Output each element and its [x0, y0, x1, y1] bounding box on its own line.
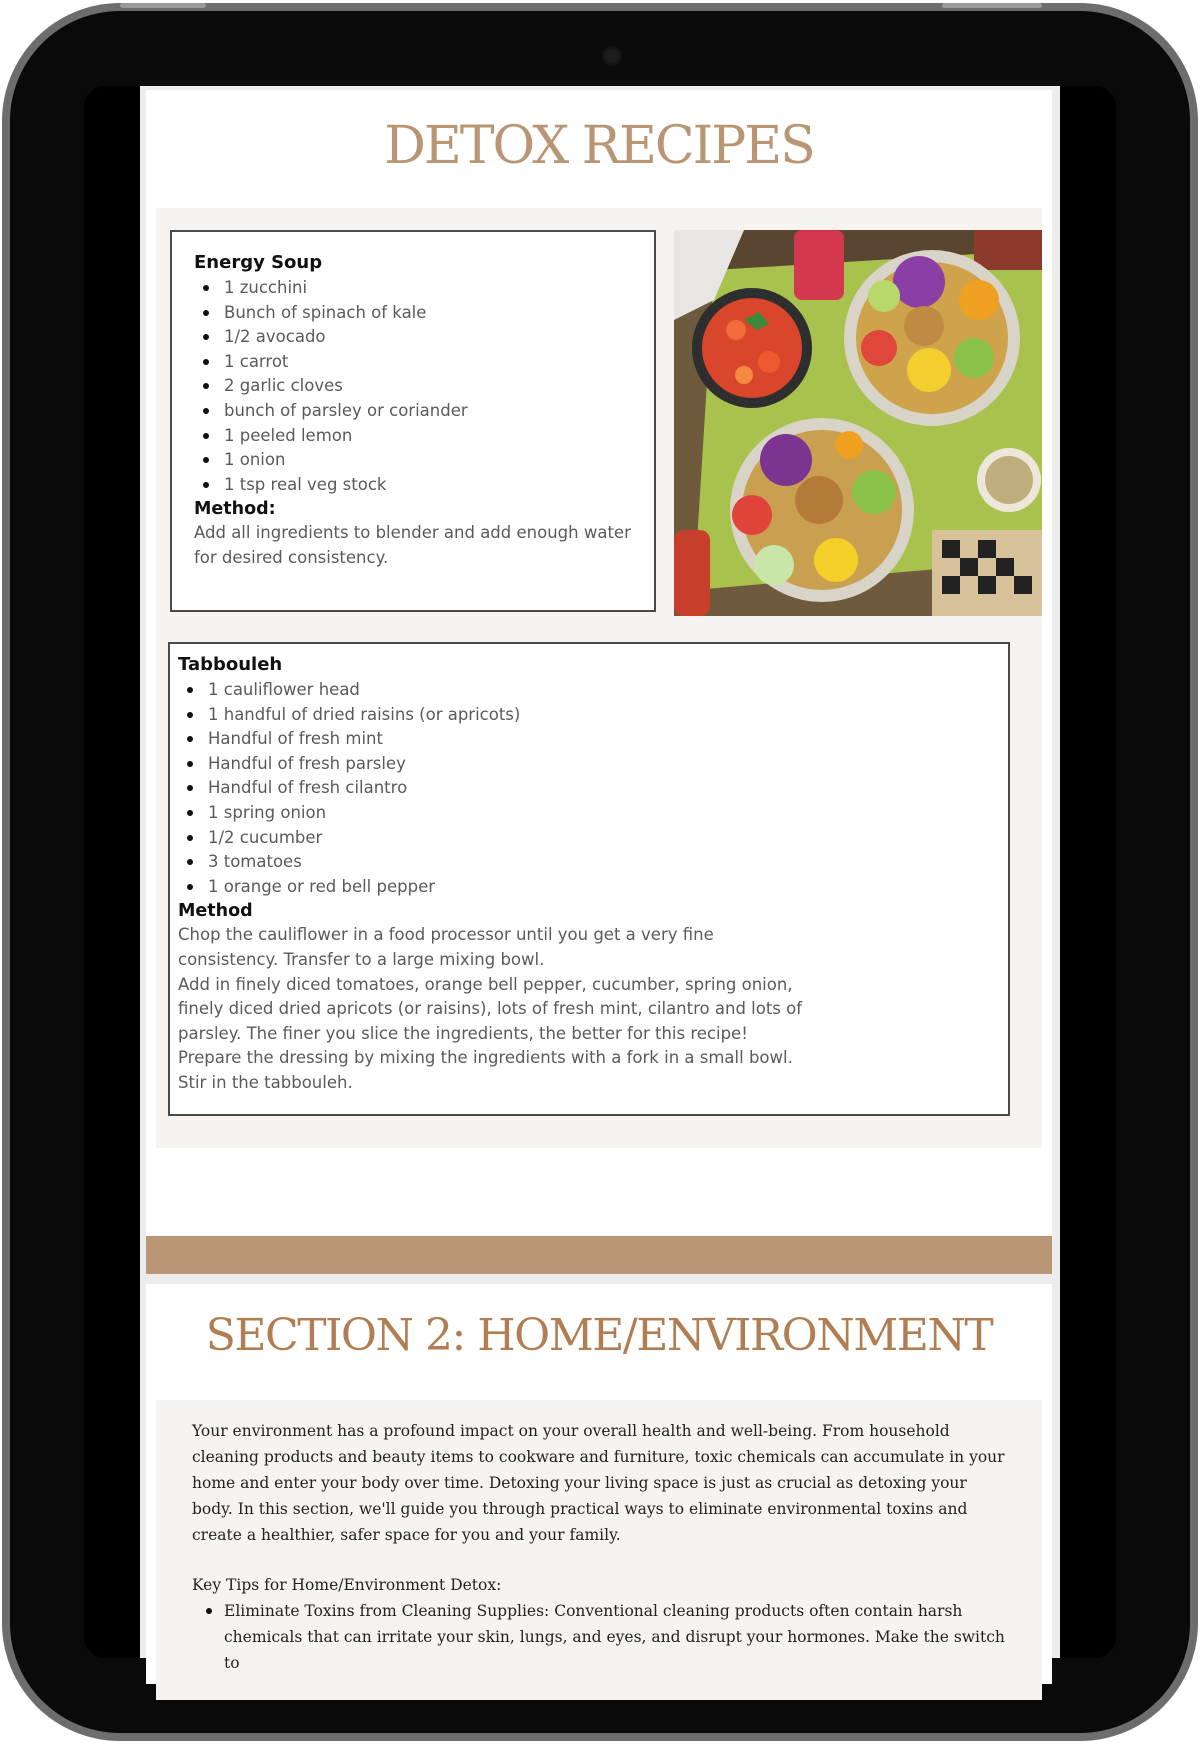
page-title: DETOX RECIPES — [384, 116, 814, 176]
ingredient-item: Bunch of spinach of kale — [224, 301, 632, 326]
document-viewer[interactable] — [140, 86, 1060, 1672]
method-text: Add all ingredients to blender and add enough water for desired consistency. — [194, 523, 631, 567]
recipe-title: Tabbouleh — [178, 654, 283, 675]
ingredient-item: Handful of fresh cilantro — [208, 776, 1000, 801]
document-page-1 — [146, 90, 1052, 1236]
recipe-card-energy-soup — [170, 230, 656, 612]
ingredient-item: 2 garlic cloves — [224, 374, 632, 399]
ingredient-list — [194, 276, 632, 497]
ingredient-item: 1 tsp real veg stock — [224, 473, 632, 498]
method-text: Chop the cauliflower in a food processor until you get a very fine consistency. Transfer to a large mixing bowl. Add in finely diced tomatoes, orange bell pepper, cucumber, spring onion, finely diced dried apricots (or raisins), lots of fresh mint, cilantro and lots of parsley. The finer you slice the ingredients, the better for this recipe! Prepare the dressing by mixing the ingredients with a fork in a small bowl. Stir in the tabbouleh. — [178, 925, 803, 1092]
tips-heading: Key Tips for Home/Environment Detox: — [192, 1576, 502, 1594]
method-heading: Method: — [194, 499, 276, 520]
document-page-2 — [146, 1284, 1052, 1684]
recipe-title: Energy Soup — [194, 252, 323, 273]
power-button — [942, 3, 1042, 8]
ingredient-item: 1/2 cucumber — [208, 826, 1000, 851]
ingredient-item: 1 peeled lemon — [224, 424, 632, 449]
ingredient-item: 1 handful of dried raisins (or apricots) — [208, 703, 1000, 728]
section-panel — [156, 1400, 1042, 1700]
ingredient-item: Handful of fresh mint — [208, 727, 1000, 752]
ingredient-item: 1 orange or red bell pepper — [208, 875, 1000, 900]
section-body — [192, 1418, 1012, 1676]
ingredient-item: bunch of parsley or coriander — [224, 399, 632, 424]
ingredient-item: 1 onion — [224, 448, 632, 473]
recipes-panel — [156, 208, 1042, 1148]
section-title: SECTION 2: HOME/ENVIRONMENT — [205, 1310, 993, 1361]
ingredient-item: 1 zucchini — [224, 276, 632, 301]
tips-list — [192, 1598, 1012, 1676]
ingredient-item: 1/2 avocado — [224, 325, 632, 350]
ingredient-item: 3 tomatoes — [208, 850, 1000, 875]
ingredient-item: 1 cauliflower head — [208, 678, 1000, 703]
page-divider — [146, 1236, 1052, 1274]
ingredient-list — [178, 678, 1000, 899]
ingredient-item: 1 carrot — [224, 350, 632, 375]
recipe-card-tabbouleh — [168, 642, 1010, 1116]
camera-icon — [602, 46, 622, 66]
tablet-screen[interactable] — [84, 86, 1116, 1672]
ingredient-item: 1 spring onion — [208, 801, 1000, 826]
method-heading: Method — [178, 901, 253, 922]
ingredient-item: Handful of fresh parsley — [208, 752, 1000, 777]
volume-button — [120, 3, 206, 8]
tip-item: Eliminate Toxins from Cleaning Supplies: Conventional cleaning products often contain harsh chemicals that can irritate your skin, lungs, and eyes, and disrupt your hormones. Make the switch to — [224, 1598, 1012, 1676]
section-intro: Your environment has a profound impact on your overall health and well-being. From household cleaning products and beauty items to cookware and furniture, toxic chemicals can accumulate in your home and enter your body over time. Detoxing your living space is just as crucial as detoxing your body. In this section, we'll guide you through practical ways to eliminate environmental toxins and create a healthier, safer space for you and your family. — [192, 1422, 1005, 1544]
salad-bowls-photo — [674, 230, 1042, 616]
